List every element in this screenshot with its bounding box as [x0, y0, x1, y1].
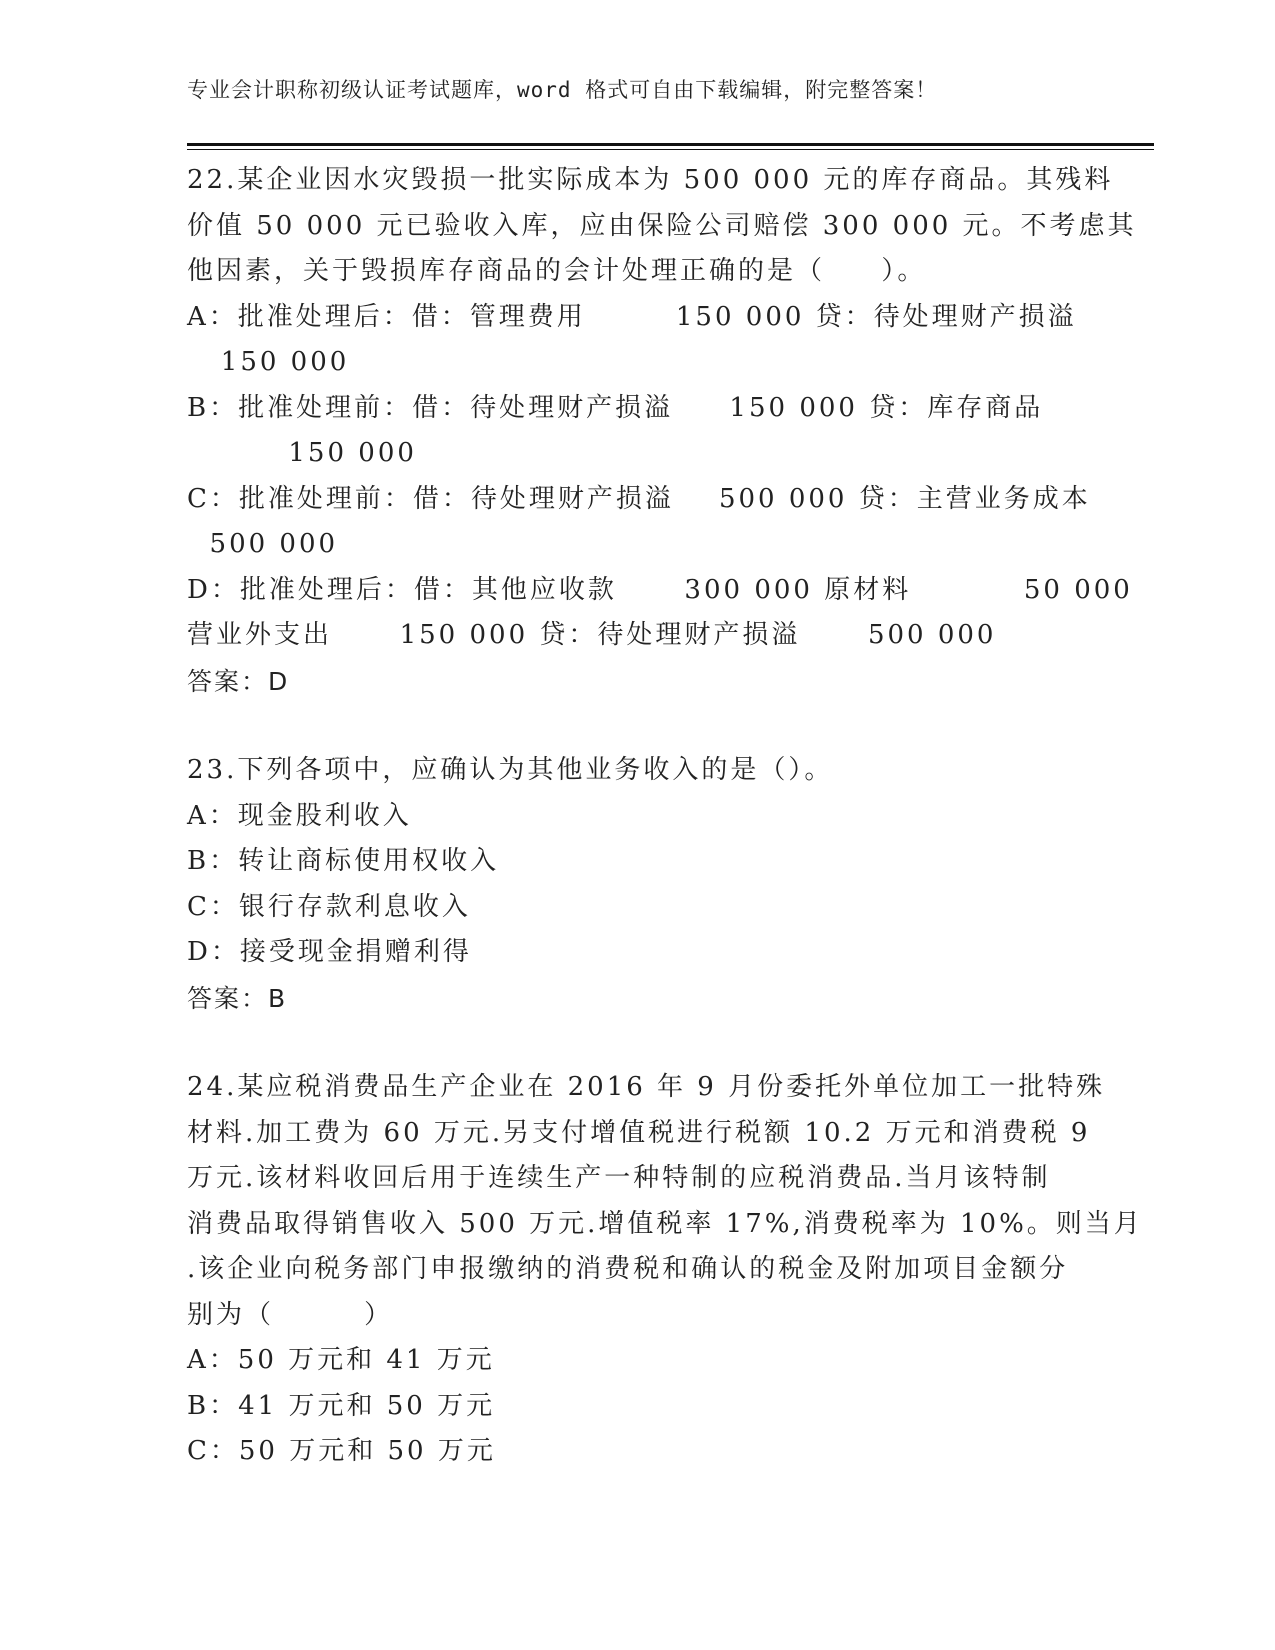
question-text-line: 材料.加工费为 60 万元.另支付增值税进行税额 10.2 万元和消费税 9 [187, 1117, 1091, 1148]
question-text-line: 别为（ ） [187, 1299, 394, 1330]
question-text-line: 24.某应税消费品生产企业在 2016 年 9 月份委托外单位加工一批特殊 [187, 1072, 1106, 1102]
question-23 [187, 748, 1087, 1021]
question-24 [187, 1065, 1143, 1475]
question-spacer [187, 704, 1087, 748]
option-a: A：现金股利收入 [187, 800, 412, 831]
option-b-continued: 150 000 [187, 438, 417, 468]
question-text-line: .该企业向税务部门申报缴纳的消费税和确认的税金及附加项目金额分 [187, 1254, 1069, 1284]
option-d: D：批准处理后：借：其他应收款 300 000 原材料 50 000 [187, 574, 1133, 605]
option-c: C：50 万元和 50 万元 [187, 1436, 496, 1466]
option-d-continued: 营业外支出 150 000 贷：待处理财产损溢 500 000 [187, 620, 997, 650]
question-text-line: 万元.该材料收回后用于连续生产一种特制的应税消费品.当月该特制 [187, 1163, 1051, 1193]
question-22 [187, 158, 1137, 704]
header-rule-thin [187, 149, 1154, 150]
question-text-line: 价值 50 000 元已验收入库，应由保险公司赔偿 300 000 元。不考虑其 [187, 210, 1137, 241]
option-d: D：接受现金捐赠利得 [187, 937, 472, 967]
option-b: B：转让商标使用权收入 [187, 846, 500, 876]
option-c-continued: 500 000 [187, 529, 339, 559]
header-rule-thick [187, 143, 1154, 146]
option-b: B：41 万元和 50 万元 [187, 1390, 496, 1421]
option-a: A：批准处理后：借：管理费用 150 000 贷：待处理财产损溢 [187, 301, 1077, 332]
question-text-line: 23.下列各项中，应确认为其他业务收入的是（）。 [187, 755, 834, 785]
page-header: 专业会计职称初级认证考试题库，word 格式可自由下载编辑，附完整答案！ [187, 78, 938, 102]
option-a-continued: 150 000 [187, 347, 350, 377]
question-text-line: 消费品取得销售收入 500 万元.增值税率 17%,消费税率为 10%。则当月 [187, 1208, 1143, 1239]
question-list [187, 158, 1143, 1475]
option-a: A：50 万元和 41 万元 [187, 1345, 495, 1375]
option-c: C：银行存款利息收入 [187, 891, 471, 922]
option-b: B：批准处理前：借：待处理财产损溢 150 000 贷：库存商品 [187, 392, 1044, 423]
question-text-line: 他因素，关于毁损库存商品的会计处理正确的是（ ）。 [187, 256, 927, 286]
answer-label: 答案：D [187, 666, 290, 696]
answer-label: 答案：B [187, 983, 288, 1013]
question-spacer [187, 1021, 1087, 1065]
option-c: C：批准处理前：借：待处理财产损溢 500 000 贷：主营业务成本 [187, 483, 1091, 514]
question-text-line: 22.某企业因水灾毁损一批实际成本为 500 000 元的库存商品。其残料 [187, 165, 1114, 195]
